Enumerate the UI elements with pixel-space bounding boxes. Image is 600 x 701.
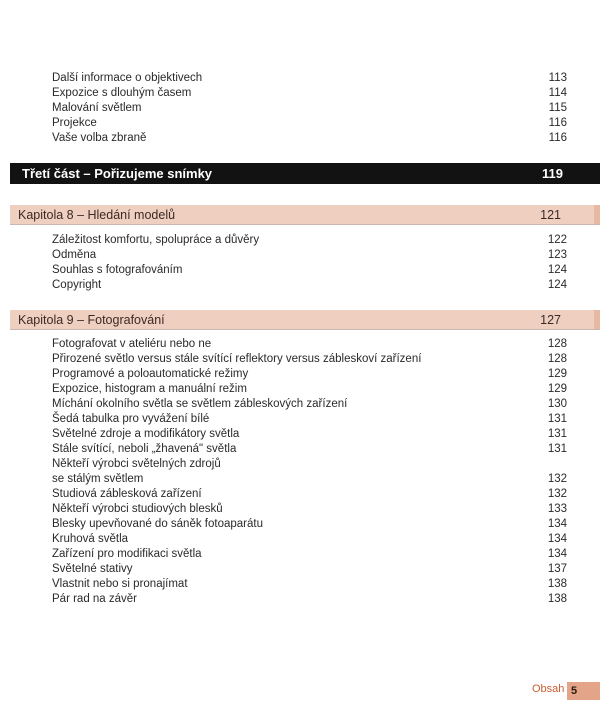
toc-entry xyxy=(52,278,567,292)
toc-entry xyxy=(52,352,567,366)
toc-entry xyxy=(52,562,567,576)
entry-page: 123 xyxy=(547,249,567,261)
entry-page: 138 xyxy=(547,578,567,590)
entry-title: Někteří výrobci světelných zdrojů xyxy=(52,458,221,470)
toc-entry xyxy=(52,101,567,115)
entry-title: Kruhová světla xyxy=(52,533,129,545)
entry-page: 129 xyxy=(547,383,567,395)
toc-entry xyxy=(52,502,567,516)
toc-entry xyxy=(52,116,567,130)
entry-page: 132 xyxy=(547,473,567,485)
toc-entry xyxy=(52,412,567,426)
chapter-divider xyxy=(10,329,600,330)
entry-page: 132 xyxy=(547,488,567,500)
entry-title: Šedá tabulka pro vyvážení bílé xyxy=(52,413,210,425)
entry-page: 134 xyxy=(547,548,567,560)
entry-title: Zařízení pro modifikaci světla xyxy=(52,548,202,560)
entry-page: 137 xyxy=(547,563,567,575)
toc-entry xyxy=(52,131,567,145)
chapter-page: 127 xyxy=(540,312,561,327)
entry-title: Expozice s dlouhým časem xyxy=(52,87,192,99)
chapter-divider xyxy=(10,224,600,225)
entry-title: Blesky upevňované do sáněk fotoaparátu xyxy=(52,518,263,530)
entry-page: 116 xyxy=(548,132,567,144)
entry-title: se stálým světlem xyxy=(52,473,144,485)
entry-page: 128 xyxy=(547,338,567,350)
entry-page: 116 xyxy=(548,117,567,129)
chapter-9-heading xyxy=(10,310,600,329)
chapter-8-heading xyxy=(10,205,600,224)
toc-entry xyxy=(52,263,567,277)
entry-page: 138 xyxy=(547,593,567,605)
entry-title: Světelné stativy xyxy=(52,563,133,575)
entry-page: 122 xyxy=(547,234,567,246)
entry-page: 115 xyxy=(548,102,567,114)
entry-page: 130 xyxy=(547,398,567,410)
entry-title: Vaše volba zbraně xyxy=(52,132,147,144)
entry-title: Míchání okolního světla se světlem zábleskových zařízení xyxy=(52,398,348,410)
entry-page: 131 xyxy=(547,413,567,425)
toc-entry xyxy=(52,457,567,471)
entry-title: Projekce xyxy=(52,117,97,129)
entry-page: 128 xyxy=(547,353,567,365)
toc-entry xyxy=(52,532,567,546)
entry-title: Záležitost komfortu, spolupráce a důvěry xyxy=(52,234,260,246)
entry-title: Další informace o objektivech xyxy=(52,72,203,84)
toc-entry xyxy=(52,397,567,411)
entry-page: 131 xyxy=(547,428,567,440)
toc-entry xyxy=(52,337,567,351)
footer-section-label: Obsah xyxy=(532,683,565,695)
entry-title: Odměna xyxy=(52,249,97,261)
toc-entry xyxy=(52,577,567,591)
toc-entry xyxy=(52,517,567,531)
entry-title: Programové a poloautomatické režimy xyxy=(52,368,249,380)
part-page: 119 xyxy=(542,166,563,181)
toc-entry xyxy=(52,547,567,561)
toc-entry xyxy=(52,487,567,501)
entry-title: Světelné zdroje a modifikátory světla xyxy=(52,428,240,440)
part-title: Třetí část – Pořizujeme snímky xyxy=(22,166,213,181)
entry-page: 133 xyxy=(547,503,567,515)
toc-entry xyxy=(52,472,567,486)
entry-title: Studiová záblesková zařízení xyxy=(52,488,202,500)
toc-entry xyxy=(52,382,567,396)
entry-title: Expozice, histogram a manuální režim xyxy=(52,383,247,395)
entry-page: 129 xyxy=(547,368,567,380)
entry-page: 134 xyxy=(547,518,567,530)
entry-title: Copyright xyxy=(52,279,102,291)
entry-page: 124 xyxy=(547,264,567,276)
entry-page: 114 xyxy=(548,87,567,99)
toc-entry xyxy=(52,248,567,262)
chapter-page: 121 xyxy=(540,207,561,222)
entry-title: Fotografovat v ateliéru nebo ne xyxy=(52,338,212,350)
footer-page-number: 5 xyxy=(567,682,600,700)
entry-page: 131 xyxy=(547,443,567,455)
toc-entry xyxy=(52,427,567,441)
entry-title: Přirozené světlo versus stále svítící reflektory versus zábleskoví zařízení xyxy=(52,353,422,365)
toc-entry xyxy=(52,86,567,100)
chapter-title: Kapitola 8 – Hledání modelů xyxy=(18,207,176,222)
part-heading xyxy=(10,163,600,184)
entry-page: 134 xyxy=(547,533,567,545)
entry-title: Souhlas s fotografováním xyxy=(52,264,183,276)
entry-page: 124 xyxy=(547,279,567,291)
entry-title: Pár rad na závěr xyxy=(52,593,138,605)
chapter-title: Kapitola 9 – Fotografování xyxy=(18,312,165,327)
toc-entry xyxy=(52,367,567,381)
toc-entry xyxy=(52,592,567,606)
entry-title: Malování světlem xyxy=(52,102,142,114)
entry-title: Někteří výrobci studiových blesků xyxy=(52,503,223,515)
toc-entry xyxy=(52,71,567,85)
toc-entry xyxy=(52,442,567,456)
entry-title: Vlastnit nebo si pronajímat xyxy=(52,578,188,590)
toc-entry xyxy=(52,233,567,247)
entry-title: Stále svítící, neboli „žhavená" světla xyxy=(52,443,237,455)
entry-page: 113 xyxy=(548,72,567,84)
